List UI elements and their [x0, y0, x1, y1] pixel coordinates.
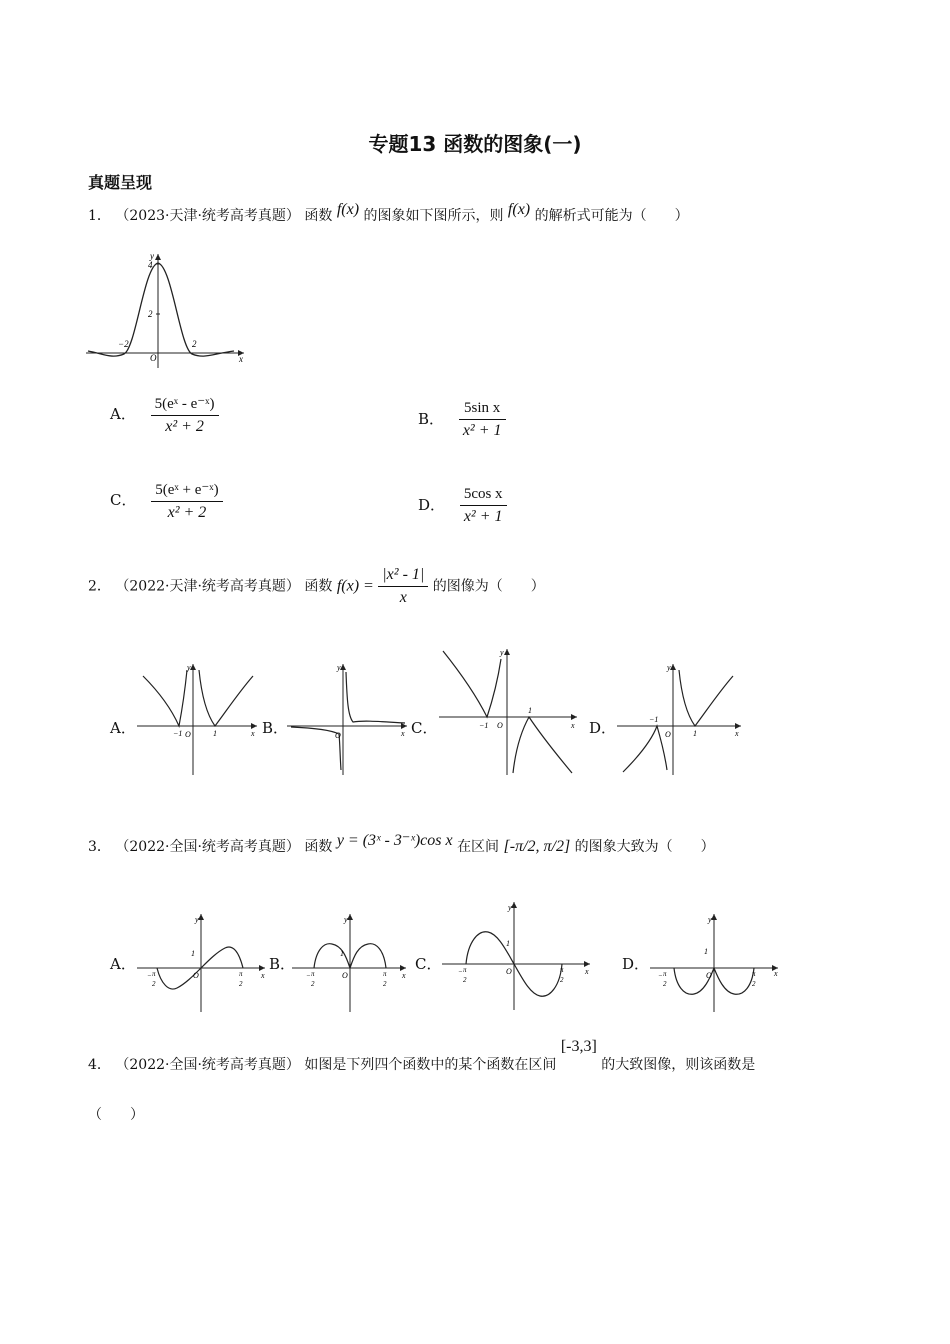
- q3b-y: y: [344, 915, 348, 924]
- q1-option-c-label: C．: [110, 491, 137, 509]
- q3-graph-d[interactable]: [648, 910, 783, 1015]
- question-4: [88, 1038, 756, 1074]
- question-3: [88, 832, 715, 856]
- q3c-origin: O: [506, 967, 512, 976]
- q3a-y: y: [195, 915, 199, 924]
- q2b-x: x: [401, 729, 405, 738]
- q2-source: （2022·天津·统考高考真题）: [115, 578, 300, 595]
- q1-option-c-fraction: [151, 480, 222, 522]
- q3c-pi-r: π: [560, 966, 564, 974]
- page-title: 专题13 函数的图象(一): [368, 132, 582, 156]
- question-2: [88, 566, 545, 607]
- q2d-origin: O: [665, 730, 671, 739]
- q2-graph-c[interactable]: [437, 645, 582, 780]
- q2c-x: x: [571, 721, 575, 730]
- q3c-x: x: [585, 967, 589, 976]
- q4-number: 4．: [88, 1057, 111, 1073]
- q1-option-b-den: x² + 1: [462, 422, 502, 439]
- q3d-two-r: 2: [752, 980, 756, 988]
- q4-source: （2022·全国·统考高考真题）: [115, 1057, 300, 1073]
- q2b-y: y: [337, 663, 341, 672]
- q2d-tick-1: 1: [693, 729, 697, 738]
- q1-fx-2: f(x): [507, 201, 531, 218]
- q3d-y: y: [708, 915, 712, 924]
- q3b-pi-l: π: [311, 970, 315, 978]
- q2-frac-num: |x² - 1|: [378, 566, 428, 587]
- q2b-origin: O: [335, 731, 341, 740]
- q1-fx-1: f(x): [336, 201, 360, 218]
- q3c-neg: −: [458, 968, 463, 976]
- q3a-x: x: [261, 971, 265, 980]
- q3-interval: [-π/2, π/2]: [503, 838, 571, 855]
- q1-tick-pos2: 2: [192, 339, 197, 349]
- q3d-neg: −: [658, 972, 663, 980]
- q3b-two-r: 2: [383, 980, 387, 988]
- q3c-tick-1: 1: [506, 939, 510, 948]
- q1-text-a: 函数: [304, 208, 333, 224]
- q2a-tick-neg1: −1: [173, 729, 183, 738]
- q1-option-b[interactable]: [418, 400, 506, 440]
- q2c-origin: O: [497, 721, 503, 730]
- q3-number: 3．: [88, 839, 111, 855]
- q1-x-label: x: [239, 354, 243, 364]
- q2d-tick-neg1: −1: [649, 715, 659, 724]
- q1-text-c: 的解析式可能为（ ）: [534, 208, 689, 224]
- q1-number: 1．: [88, 208, 111, 224]
- q2-option-d-label[interactable]: D．: [589, 719, 617, 737]
- q2a-tick-1: 1: [213, 729, 217, 738]
- q2-graph-a[interactable]: [135, 660, 260, 780]
- q3-text-a: 函数: [304, 839, 333, 855]
- q1-option-d-fraction: [460, 486, 507, 526]
- q3-text-c: 的图象大致为（ ）: [574, 839, 715, 855]
- q2-graph-b[interactable]: [285, 660, 410, 780]
- q3b-tick-1: 1: [340, 949, 344, 958]
- q2a-x: x: [251, 729, 255, 738]
- q3c-y: y: [508, 903, 512, 912]
- q3a-origin: O: [193, 971, 199, 980]
- q3b-two-l: 2: [311, 980, 315, 988]
- q4-text-a: 如图是下列四个函数中的某个函数在区间: [304, 1057, 557, 1073]
- q1-tick-2: 2: [148, 309, 153, 319]
- q2-fraction: [378, 566, 428, 607]
- q3a-tick-1: 1: [191, 949, 195, 958]
- q1-option-a-den: x² + 2: [165, 418, 204, 435]
- q1-source: （2023·天津·统考高考真题）: [115, 208, 300, 224]
- q3a-neg: −: [147, 972, 152, 980]
- q3-graph-b[interactable]: [290, 910, 410, 1015]
- q1-option-d[interactable]: [418, 486, 507, 526]
- q3d-pi-l: π: [663, 970, 667, 978]
- q1-graph: [84, 248, 254, 373]
- q1-origin: O: [150, 353, 157, 363]
- q4-interval: [-3,3]: [560, 1038, 597, 1055]
- q3d-origin: O: [706, 971, 712, 980]
- q1-option-d-label: D．: [418, 496, 446, 514]
- q3a-pi-l: π: [152, 970, 156, 978]
- q2-option-b-label[interactable]: B．: [262, 719, 289, 737]
- q3b-x: x: [402, 971, 406, 980]
- q3c-two-l: 2: [463, 976, 467, 984]
- q2d-y: y: [667, 663, 671, 672]
- q2d-x: x: [735, 729, 739, 738]
- q3a-pi-r: π: [239, 970, 243, 978]
- q3-option-b-label[interactable]: B．: [269, 955, 296, 973]
- q3-formula: y = (3ˣ - 3⁻ˣ)cos x: [336, 832, 453, 849]
- q3d-tick-1: 1: [704, 947, 708, 956]
- q3a-two-r: 2: [239, 980, 243, 988]
- q1-option-d-den: x² + 1: [463, 508, 503, 525]
- q2-text-b: 的图像为（ ）: [432, 578, 545, 595]
- q3d-two-l: 2: [663, 980, 667, 988]
- q3-option-d-label[interactable]: D．: [622, 955, 650, 973]
- q1-option-b-num: 5sin x: [459, 400, 506, 420]
- q1-tick-neg2: −2: [118, 339, 129, 349]
- q3b-pi-r: π: [383, 970, 387, 978]
- q3-graph-c[interactable]: [440, 898, 595, 1013]
- q1-option-c-den: x² + 2: [167, 504, 207, 521]
- q3b-neg: −: [306, 972, 311, 980]
- q2a-origin: O: [185, 730, 191, 739]
- q3-text-b: 在区间: [457, 839, 500, 855]
- q1-curve: [88, 263, 234, 356]
- q3a-two-l: 2: [152, 980, 156, 988]
- q3-option-a-label[interactable]: A．: [110, 955, 136, 973]
- q4-answer-paren: （ ）: [88, 1107, 144, 1123]
- q1-y-arrow: [155, 254, 161, 260]
- q3d-pi-r: π: [752, 970, 756, 978]
- q1-option-c[interactable]: [110, 480, 223, 522]
- q2-option-a-label[interactable]: A．: [110, 719, 136, 737]
- q1-tick-4: 4: [148, 260, 153, 270]
- q3c-two-r: 2: [560, 976, 564, 984]
- q3c-pi-l: π: [463, 966, 467, 974]
- q1-option-d-num: 5cos x: [460, 486, 507, 506]
- q2-lhs: f(x) =: [336, 577, 374, 595]
- q1-option-a-num: 5(eˣ - e⁻ˣ): [151, 394, 219, 416]
- q2c-y: y: [500, 648, 504, 657]
- q2a-y: y: [187, 663, 191, 672]
- q1-option-b-fraction: [459, 400, 506, 440]
- question-1: [88, 201, 689, 225]
- q2c-tick-1: 1: [528, 706, 532, 715]
- q1-option-a-fraction: [151, 394, 219, 436]
- q1-option-c-num: 5(eˣ + e⁻ˣ): [151, 480, 222, 502]
- q2-frac-den: x: [399, 589, 407, 606]
- q2-text-a: 函数: [304, 578, 333, 595]
- q3-graph-a[interactable]: [135, 910, 270, 1015]
- q3-source: （2022·全国·统考高考真题）: [115, 839, 300, 855]
- q2-graph-d[interactable]: [615, 660, 745, 780]
- q3d-x: x: [774, 969, 778, 978]
- section-heading: 真题呈现: [88, 173, 153, 192]
- q1-text-b: 的图象如下图所示，则: [363, 208, 504, 224]
- q3b-origin: O: [342, 971, 348, 980]
- q4-text-b: 的大致图像，则该函数是: [601, 1057, 756, 1073]
- q2c-tick-neg1: −1: [479, 721, 489, 730]
- q2-number: 2．: [88, 578, 111, 595]
- q3-option-c-label[interactable]: C．: [415, 955, 442, 973]
- q1-option-a-label: A．: [110, 405, 136, 423]
- q1-option-a[interactable]: [110, 394, 219, 436]
- q2-option-c-label[interactable]: C．: [411, 719, 438, 737]
- q1-y-label: y: [150, 251, 154, 261]
- q1-option-b-label: B．: [418, 410, 445, 428]
